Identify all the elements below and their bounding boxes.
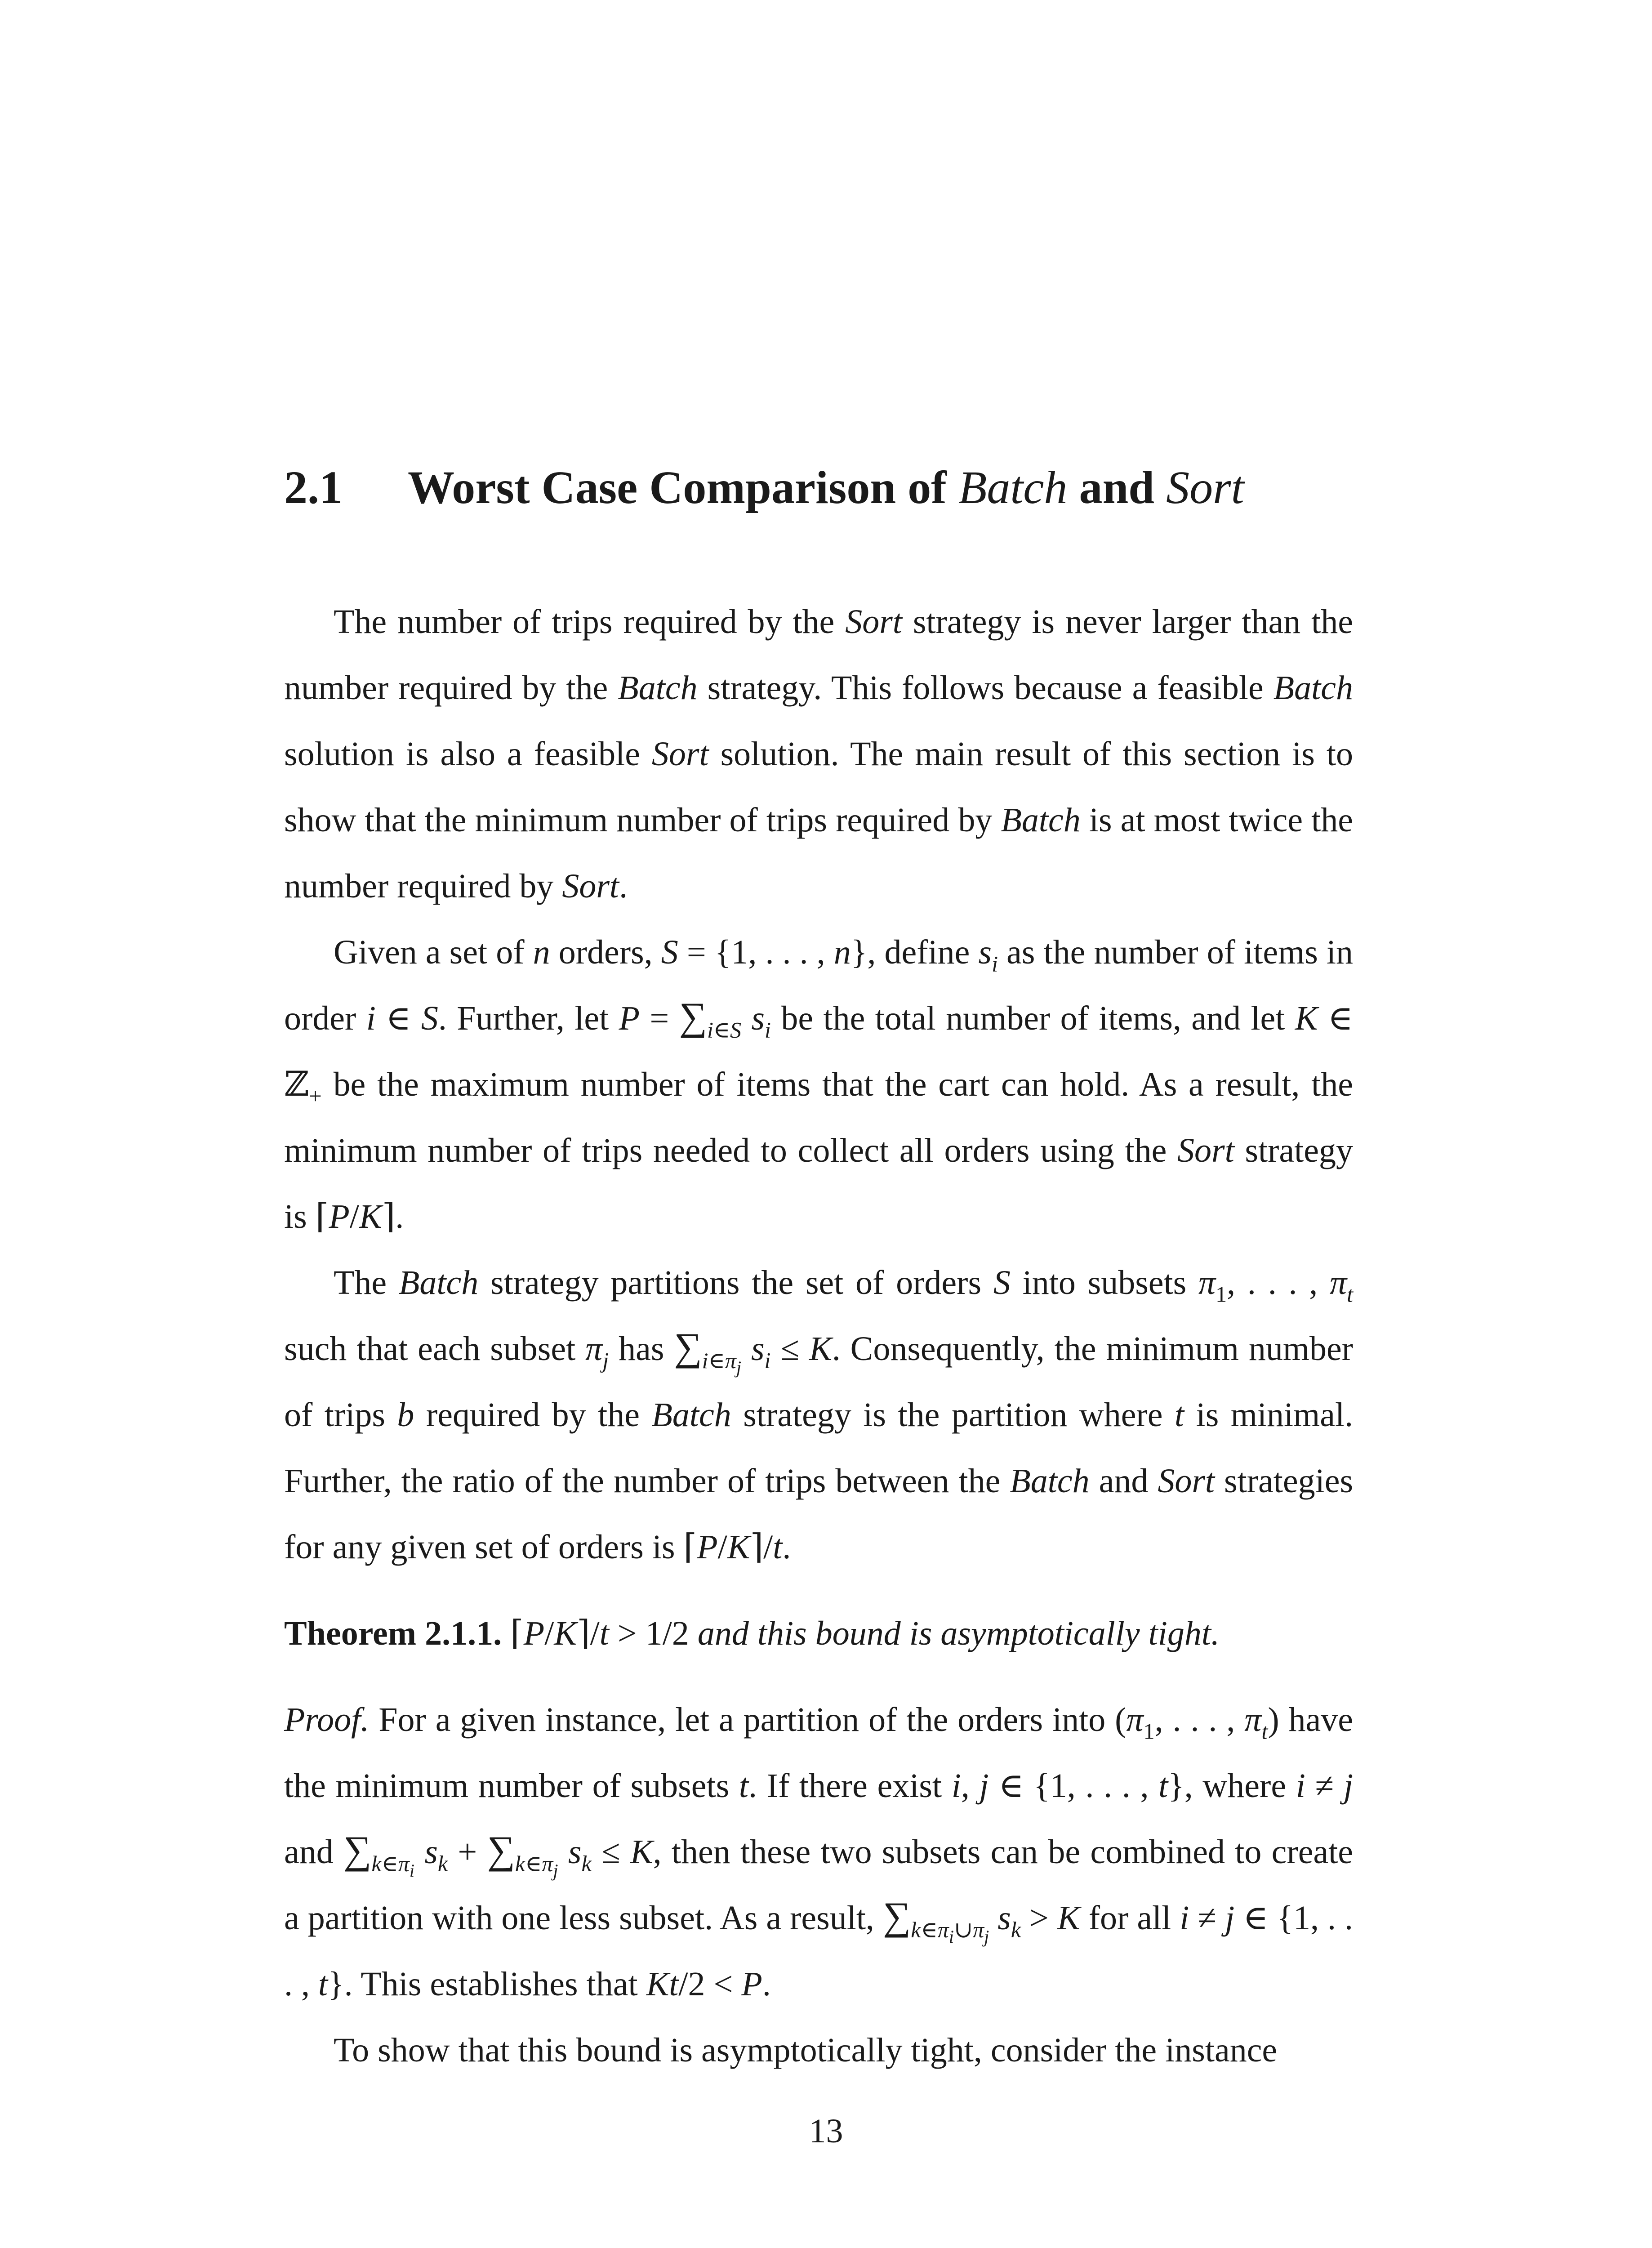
math-sum: ∑ bbox=[679, 995, 707, 1038]
text: is at most twice the number required by bbox=[284, 801, 1353, 905]
math-var: s bbox=[978, 933, 992, 971]
math-op: ∈ ℤ bbox=[284, 999, 1354, 1103]
math-batch: Batch bbox=[398, 1264, 479, 1302]
math-var: P bbox=[697, 1528, 718, 1566]
math-var: S bbox=[993, 1264, 1011, 1302]
math-op: , bbox=[961, 1767, 980, 1805]
math-op: / bbox=[349, 1198, 359, 1236]
section-title-and: and bbox=[1079, 462, 1155, 513]
math-var: i bbox=[707, 1017, 713, 1043]
math-op: ∪ bbox=[953, 1917, 973, 1942]
page-content bbox=[284, 454, 1353, 2083]
text: }, where bbox=[1168, 1767, 1287, 1805]
math-op: ⌈ bbox=[683, 1528, 697, 1566]
math-subscript: j bbox=[553, 1860, 558, 1881]
math-op: / bbox=[544, 1615, 554, 1652]
math-var: j bbox=[979, 1767, 989, 1805]
math-var: P bbox=[523, 1615, 545, 1652]
math-var: P bbox=[329, 1198, 350, 1236]
math-sum: ∑ bbox=[674, 1325, 702, 1369]
math-var: π bbox=[1198, 1264, 1216, 1302]
math-s-i bbox=[751, 999, 771, 1043]
math-op: ⌉/ bbox=[750, 1528, 773, 1566]
math-subscript bbox=[707, 1017, 741, 1043]
math-var: π bbox=[937, 1917, 949, 1942]
math-batch: Batch bbox=[1010, 1462, 1090, 1500]
math-batch: Batch bbox=[618, 669, 698, 707]
theorem-label: Theorem 2.1.1. bbox=[284, 1615, 502, 1652]
text: strategy is bbox=[284, 1132, 1353, 1236]
math-var: t bbox=[599, 1615, 609, 1652]
text: be the total number of items, and let bbox=[781, 999, 1285, 1037]
text: required by the bbox=[426, 1396, 640, 1434]
proof-label: Proof. bbox=[284, 1701, 370, 1739]
math-op: > 1/2 bbox=[609, 1615, 689, 1652]
math-op: ∈ bbox=[713, 1017, 730, 1043]
math-op: = bbox=[640, 999, 679, 1037]
text: has bbox=[619, 1330, 664, 1368]
math-var: s bbox=[751, 1330, 765, 1368]
math-subscript: i bbox=[992, 951, 998, 977]
math-var: k bbox=[911, 1917, 921, 1942]
text: be the maximum number of items that the cart can hold. As a result, the minimum number of trips needed to collect all orders using the bbox=[284, 1066, 1354, 1169]
math-var: i bbox=[1296, 1767, 1305, 1805]
math-var: i bbox=[366, 999, 376, 1037]
text: . bbox=[782, 1528, 791, 1566]
math-var: Kt bbox=[646, 1965, 679, 2003]
math-var: K bbox=[727, 1528, 750, 1566]
math-op: ⌈ bbox=[510, 1615, 524, 1652]
math-var: s bbox=[751, 999, 765, 1037]
text: . bbox=[619, 867, 628, 905]
text: Given a set of bbox=[334, 933, 525, 971]
math-s-i bbox=[978, 933, 998, 977]
math-var: i bbox=[702, 1347, 708, 1373]
math-var: K bbox=[1057, 1899, 1080, 1937]
math-var: s bbox=[997, 1899, 1011, 1937]
math-var: π bbox=[972, 1917, 984, 1942]
math-op: ≤ bbox=[770, 1330, 810, 1368]
math-var: i bbox=[1180, 1899, 1189, 1937]
theorem-statement: and this bound is asymptotically tight. bbox=[697, 1615, 1220, 1652]
final-paragraph bbox=[284, 2017, 1353, 2083]
text: . Further, let bbox=[438, 999, 609, 1037]
math-var: K bbox=[554, 1615, 577, 1652]
math-var: π bbox=[542, 1851, 553, 1876]
math-op: ≤ bbox=[591, 1833, 630, 1871]
text: strategy partitions the set of orders bbox=[490, 1264, 982, 1302]
math-op: > bbox=[1021, 1899, 1057, 1937]
math-var: π bbox=[725, 1347, 736, 1373]
math-subscript: t bbox=[1261, 1718, 1268, 1744]
math-subscript: k bbox=[581, 1851, 592, 1876]
math-op: , . . . , bbox=[1154, 1701, 1245, 1739]
text: for all bbox=[1088, 1899, 1171, 1937]
text: strategies for any given set of orders is bbox=[284, 1462, 1354, 1566]
math-op: ∈ {1, . . . , bbox=[989, 1767, 1159, 1805]
math-var: t bbox=[1174, 1396, 1184, 1434]
math-var: s bbox=[424, 1833, 438, 1871]
math-var: k bbox=[515, 1851, 525, 1876]
math-subscript: j bbox=[736, 1357, 742, 1378]
text: solution is also a feasible bbox=[284, 735, 640, 773]
math-var: π bbox=[1330, 1264, 1347, 1302]
math-var: π bbox=[1126, 1701, 1144, 1739]
math-var: n bbox=[833, 933, 851, 971]
text: . bbox=[395, 1198, 404, 1236]
math-var: K bbox=[1295, 999, 1318, 1037]
math-sum: ∑ bbox=[882, 1894, 911, 1938]
section-title-batch: Batch bbox=[958, 462, 1068, 513]
paragraph-3 bbox=[284, 1250, 1353, 1580]
text: into subsets bbox=[1022, 1264, 1187, 1302]
math-op: ∈ bbox=[381, 1851, 398, 1876]
text: strategy is the partition where bbox=[743, 1396, 1163, 1434]
math-var: K bbox=[809, 1330, 832, 1368]
math-op: }, bbox=[850, 933, 876, 971]
math-var: t bbox=[318, 1965, 328, 2003]
math-sort: Sort bbox=[1158, 1462, 1215, 1500]
math-batch: Batch bbox=[1273, 669, 1354, 707]
text: , then these two subsets can be combined to create a partition with one less subset. As a result, bbox=[284, 1833, 1354, 1937]
math-var: S bbox=[421, 999, 438, 1037]
proof bbox=[284, 1687, 1353, 2017]
math-op: ≠ bbox=[1189, 1899, 1225, 1937]
math-sort: Sort bbox=[1177, 1132, 1234, 1169]
page-number: 13 bbox=[809, 2112, 843, 2150]
paragraph-1 bbox=[284, 589, 1353, 919]
math-subscript bbox=[911, 1917, 989, 1947]
text: is minimal. Further, the ratio of the number of trips between the bbox=[284, 1396, 1354, 1500]
text: and bbox=[284, 1833, 334, 1871]
text: . If there exist bbox=[748, 1767, 942, 1805]
math-sort: Sort bbox=[562, 867, 619, 905]
text: and bbox=[1099, 1462, 1149, 1500]
text: . bbox=[762, 1965, 771, 2003]
math-subscript: + bbox=[309, 1083, 322, 1109]
theorem bbox=[284, 1601, 1353, 1667]
text: define bbox=[884, 933, 970, 971]
math-subscript: i bbox=[765, 1017, 771, 1043]
math-op: ≠ bbox=[1305, 1767, 1344, 1805]
math-var: i bbox=[951, 1767, 961, 1805]
math-var: S bbox=[730, 1017, 742, 1043]
paragraph-2 bbox=[284, 919, 1353, 1250]
math-op: ⌉/ bbox=[577, 1615, 600, 1652]
math-subscript: 1 bbox=[1143, 1718, 1155, 1744]
text: solution. The main result of this section is to show that the minimum number of trips required by bbox=[284, 735, 1353, 839]
text: strategy. This follows because a feasible bbox=[707, 669, 1264, 707]
math-var: K bbox=[359, 1198, 382, 1236]
math-var: b bbox=[397, 1396, 414, 1434]
text: For a given instance, let a partition of the orders into ( bbox=[378, 1701, 1127, 1739]
math-sum: ∑ bbox=[343, 1828, 372, 1872]
text: }. This establishes that bbox=[328, 1965, 638, 2003]
math-op: ∈ bbox=[375, 999, 421, 1037]
math-op: ∈ bbox=[525, 1851, 542, 1876]
math-op: , . . . , bbox=[1227, 1264, 1330, 1302]
math-subscript: k bbox=[1011, 1917, 1021, 1942]
math-subscript: j bbox=[984, 1926, 989, 1947]
text: orders, bbox=[558, 933, 653, 971]
section-heading bbox=[284, 454, 1353, 522]
math-op: /2 < bbox=[678, 1965, 742, 2003]
math-sort: Sort bbox=[651, 735, 709, 773]
math-var: s bbox=[568, 1833, 582, 1871]
math-op: + bbox=[448, 1833, 487, 1871]
math-var: π bbox=[1244, 1701, 1262, 1739]
math-sort: Sort bbox=[845, 603, 902, 641]
math-var: K bbox=[630, 1833, 653, 1871]
math-subscript: j bbox=[602, 1347, 609, 1373]
math-var: S bbox=[661, 933, 678, 971]
math-op: ∈ bbox=[708, 1347, 725, 1373]
math-var: n bbox=[533, 933, 550, 971]
text: such that each subset bbox=[284, 1330, 576, 1368]
math-subscript: i bbox=[409, 1860, 415, 1881]
math-subscript: t bbox=[1347, 1281, 1354, 1307]
text: To show that this bound is asymptotically tight, consider the instance bbox=[334, 2031, 1278, 2069]
math-var: t bbox=[773, 1528, 783, 1566]
text: The number of trips required by the bbox=[334, 603, 835, 641]
math-op: ∈ bbox=[921, 1917, 938, 1942]
math-batch: Batch bbox=[651, 1396, 731, 1434]
math-op: ∈ {1, . . . , bbox=[284, 1899, 1354, 2003]
math-var: k bbox=[371, 1851, 382, 1876]
math-op: ⌉ bbox=[382, 1198, 396, 1236]
math-var: j bbox=[1225, 1899, 1235, 1937]
math-var: π bbox=[398, 1851, 410, 1876]
math-subscript bbox=[702, 1347, 742, 1378]
math-op: / bbox=[717, 1528, 727, 1566]
math-subscript bbox=[371, 1851, 415, 1881]
math-sum: ∑ bbox=[487, 1828, 515, 1872]
math-var: t bbox=[739, 1767, 748, 1805]
math-subscript: i bbox=[764, 1347, 771, 1373]
section-title-prefix: Worst Case Comparison of bbox=[408, 462, 947, 513]
text: as the number of items in order bbox=[284, 933, 1354, 1037]
math-var: j bbox=[1343, 1767, 1354, 1805]
math-subscript: i bbox=[948, 1926, 954, 1947]
text: ) have the minimum number of subsets bbox=[284, 1701, 1354, 1805]
math-var: t bbox=[1158, 1767, 1168, 1805]
math-op: ⌈ bbox=[315, 1198, 329, 1236]
section-number: 2.1 bbox=[284, 462, 343, 513]
text: strategy is never larger than the number required by the bbox=[284, 603, 1353, 707]
math-batch: Batch bbox=[1001, 801, 1081, 839]
text: . Consequently, the minimum number of trips bbox=[284, 1330, 1354, 1434]
math-var: P bbox=[741, 1965, 762, 2003]
math-subscript: 1 bbox=[1216, 1281, 1227, 1307]
math-subscript bbox=[515, 1851, 558, 1881]
math-var: P bbox=[619, 999, 640, 1037]
math-subscript: k bbox=[437, 1851, 448, 1876]
math-op: = {1, . . . , bbox=[678, 933, 834, 971]
text: The bbox=[334, 1264, 387, 1302]
section-title-sort: Sort bbox=[1166, 462, 1244, 513]
math-var: π bbox=[585, 1330, 603, 1368]
